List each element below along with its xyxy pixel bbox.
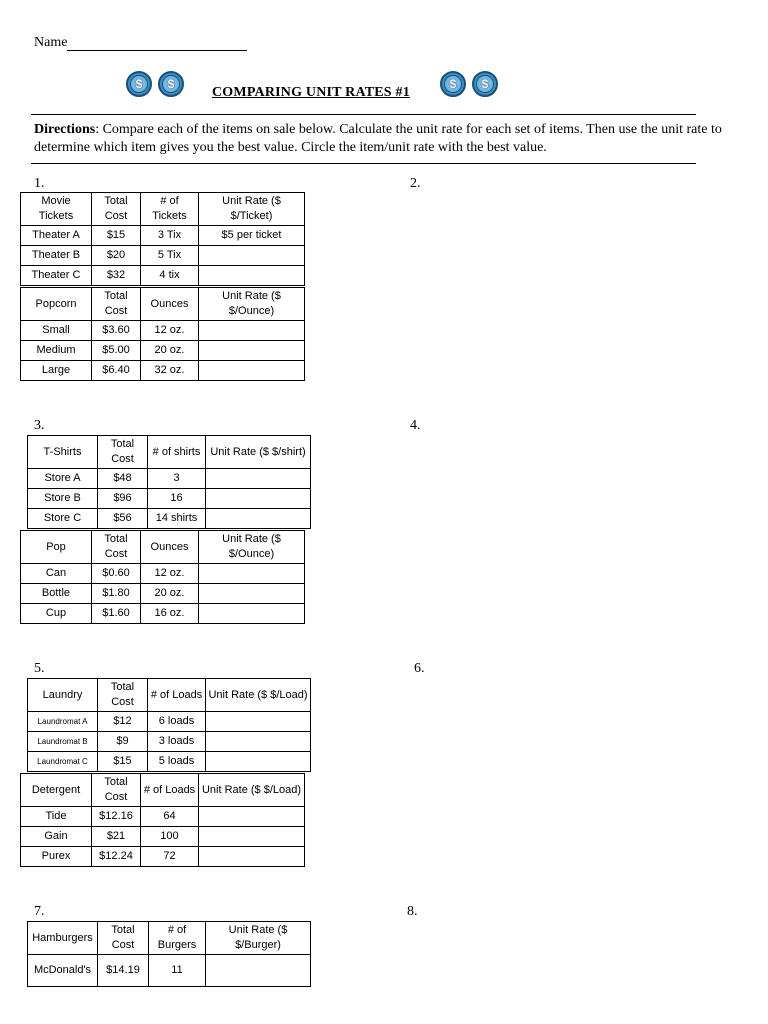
quantity-cell: 3 loads bbox=[148, 732, 206, 752]
dollar-coin-icon: $ bbox=[440, 71, 466, 97]
column-header: Total Cost bbox=[98, 922, 149, 955]
item-cell: Store C bbox=[28, 509, 98, 529]
unit-rate-cell[interactable] bbox=[206, 712, 311, 732]
item-cell: Cup bbox=[21, 604, 92, 624]
problem-number: 1. bbox=[34, 176, 45, 191]
column-header: # of Burgers bbox=[149, 922, 206, 955]
dollar-coin-icon: $ bbox=[472, 71, 498, 97]
column-header: Total Cost bbox=[92, 774, 141, 807]
column-header: Unit Rate ($ $/shirt) bbox=[206, 436, 311, 469]
unit-rate-cell[interactable]: $5 per ticket bbox=[199, 226, 305, 246]
problem-number: 8. bbox=[407, 904, 418, 919]
cost-cell: $5.00 bbox=[92, 341, 141, 361]
quantity-cell: 64 bbox=[141, 807, 199, 827]
cost-cell: $15 bbox=[98, 752, 148, 772]
cost-cell: $6.40 bbox=[92, 361, 141, 381]
dollar-coin-icon: $ bbox=[158, 71, 184, 97]
column-header: Unit Rate ($ $/Burger) bbox=[206, 922, 311, 955]
column-header: Popcorn bbox=[21, 288, 92, 321]
unit-rate-cell[interactable] bbox=[199, 321, 305, 341]
quantity-cell: 100 bbox=[141, 827, 199, 847]
quantity-cell: 3 bbox=[148, 469, 206, 489]
unit-rate-cell[interactable] bbox=[206, 752, 311, 772]
item-cell: Purex bbox=[21, 847, 92, 867]
cost-cell: $12.24 bbox=[92, 847, 141, 867]
directions-label: Directions bbox=[34, 122, 96, 137]
table-row bbox=[21, 807, 305, 827]
unit-rate-cell[interactable] bbox=[199, 341, 305, 361]
item-cell: Laundromat A bbox=[28, 712, 98, 732]
item-cell: Theater A bbox=[21, 226, 92, 246]
column-header: Pop bbox=[21, 531, 92, 564]
table-row bbox=[21, 827, 305, 847]
column-header: Ounces bbox=[141, 531, 199, 564]
column-header: Ounces bbox=[141, 288, 199, 321]
item-cell: Large bbox=[21, 361, 92, 381]
unit-rate-cell[interactable] bbox=[206, 489, 311, 509]
item-cell: Small bbox=[21, 321, 92, 341]
table-row bbox=[21, 604, 305, 624]
directions-text: : Compare each of the items on sale below. Calculate the unit rate for each set of items. Then use the unit rate to determine which item gives you the best value. Circle the item/unit rate with the best value. bbox=[34, 122, 722, 155]
unit-rate-cell[interactable] bbox=[199, 827, 305, 847]
column-header: Unit Rate ($ $/Ounce) bbox=[199, 288, 305, 321]
problem-number: 4. bbox=[410, 418, 421, 433]
quantity-cell: 12 oz. bbox=[141, 564, 199, 584]
laundry-table bbox=[27, 678, 311, 772]
cost-cell: $15 bbox=[92, 226, 141, 246]
table-row bbox=[21, 564, 305, 584]
unit-rate-cell[interactable] bbox=[199, 564, 305, 584]
quantity-cell: 16 oz. bbox=[141, 604, 199, 624]
cost-cell: $3.60 bbox=[92, 321, 141, 341]
unit-rate-cell[interactable] bbox=[199, 807, 305, 827]
table-row bbox=[21, 847, 305, 867]
column-header: Unit Rate ($ $/Ticket) bbox=[199, 193, 305, 226]
unit-rate-cell[interactable] bbox=[199, 604, 305, 624]
table-row bbox=[28, 469, 311, 489]
quantity-cell: 16 bbox=[148, 489, 206, 509]
dollar-coin-icon: $ bbox=[126, 71, 152, 97]
cost-cell: $20 bbox=[92, 246, 141, 266]
item-cell: Theater C bbox=[21, 266, 92, 286]
column-header: # of Loads bbox=[141, 774, 199, 807]
problem-number: 5. bbox=[34, 661, 45, 676]
unit-rate-cell[interactable] bbox=[199, 266, 305, 286]
problem-number: 7. bbox=[34, 904, 45, 919]
hamburgers-table bbox=[27, 921, 311, 987]
bottom-divider bbox=[31, 163, 696, 164]
detergent-table bbox=[20, 773, 305, 867]
name-label: Name bbox=[34, 35, 68, 50]
quantity-cell: 14 shirts bbox=[148, 509, 206, 529]
cost-cell: $96 bbox=[98, 489, 148, 509]
column-header: Unit Rate ($ $/Load) bbox=[199, 774, 305, 807]
cost-cell: $14.19 bbox=[98, 955, 149, 987]
quantity-cell: 32 oz. bbox=[141, 361, 199, 381]
top-divider bbox=[31, 114, 696, 115]
cost-cell: $12.16 bbox=[92, 807, 141, 827]
item-cell: Bottle bbox=[21, 584, 92, 604]
item-cell: Can bbox=[21, 564, 92, 584]
column-header: Total Cost bbox=[92, 288, 141, 321]
quantity-cell: 12 oz. bbox=[141, 321, 199, 341]
column-header: Total Cost bbox=[98, 436, 148, 469]
quantity-cell: 6 loads bbox=[148, 712, 206, 732]
column-header: Unit Rate ($ $/Load) bbox=[206, 679, 311, 712]
table-row bbox=[28, 732, 311, 752]
cost-cell: $12 bbox=[98, 712, 148, 732]
table-row bbox=[21, 341, 305, 361]
column-header: Total Cost bbox=[92, 193, 141, 226]
quantity-cell: 3 Tix bbox=[141, 226, 199, 246]
problem-number: 6. bbox=[414, 661, 425, 676]
item-cell: Gain bbox=[21, 827, 92, 847]
column-header: # of Tickets bbox=[141, 193, 199, 226]
table-row bbox=[21, 584, 305, 604]
quantity-cell: 20 oz. bbox=[141, 341, 199, 361]
t-shirts-table bbox=[27, 435, 311, 529]
column-header: Detergent bbox=[21, 774, 92, 807]
table-row bbox=[21, 246, 305, 266]
column-header: # of shirts bbox=[148, 436, 206, 469]
pop-table bbox=[20, 530, 305, 624]
column-header: Unit Rate ($ $/Ounce) bbox=[199, 531, 305, 564]
column-header: Laundry bbox=[28, 679, 98, 712]
quantity-cell: 5 Tix bbox=[141, 246, 199, 266]
table-row bbox=[21, 321, 305, 341]
popcorn-table bbox=[20, 287, 305, 381]
table-row bbox=[28, 955, 311, 987]
quantity-cell: 4 tix bbox=[141, 266, 199, 286]
quantity-cell: 5 loads bbox=[148, 752, 206, 772]
cost-cell: $56 bbox=[98, 509, 148, 529]
item-cell: Store A bbox=[28, 469, 98, 489]
table-row bbox=[28, 752, 311, 772]
item-cell: McDonald's bbox=[28, 955, 98, 987]
item-cell: Tide bbox=[21, 807, 92, 827]
page-title: COMPARING UNIT RATES #1 bbox=[212, 85, 410, 100]
cost-cell: $0.60 bbox=[92, 564, 141, 584]
problem-number: 2. bbox=[410, 176, 421, 191]
item-cell: Laundromat B bbox=[28, 732, 98, 752]
unit-rate-cell[interactable] bbox=[206, 509, 311, 529]
cost-cell: $48 bbox=[98, 469, 148, 489]
cost-cell: $1.80 bbox=[92, 584, 141, 604]
cost-cell: $21 bbox=[92, 827, 141, 847]
quantity-cell: 72 bbox=[141, 847, 199, 867]
table-row bbox=[28, 712, 311, 732]
item-cell: Medium bbox=[21, 341, 92, 361]
unit-rate-cell[interactable] bbox=[206, 732, 311, 752]
column-header: # of Loads bbox=[148, 679, 206, 712]
cost-cell: $1.60 bbox=[92, 604, 141, 624]
column-header: Movie Tickets bbox=[21, 193, 92, 226]
quantity-cell: 20 oz. bbox=[141, 584, 199, 604]
name-field[interactable] bbox=[34, 35, 247, 51]
unit-rate-cell[interactable] bbox=[199, 361, 305, 381]
movie-tickets-table bbox=[20, 192, 305, 286]
problem-number: 3. bbox=[34, 418, 45, 433]
column-header: Hamburgers bbox=[28, 922, 98, 955]
unit-rate-cell[interactable] bbox=[206, 469, 311, 489]
unit-rate-cell[interactable] bbox=[199, 246, 305, 266]
name-blank-line[interactable] bbox=[67, 36, 247, 51]
unit-rate-cell[interactable] bbox=[206, 955, 311, 987]
unit-rate-cell[interactable] bbox=[199, 584, 305, 604]
item-cell: Theater B bbox=[21, 246, 92, 266]
column-header: Total Cost bbox=[98, 679, 148, 712]
cost-cell: $32 bbox=[92, 266, 141, 286]
table-row bbox=[28, 509, 311, 529]
table-row bbox=[21, 226, 305, 246]
table-row bbox=[21, 361, 305, 381]
table-row bbox=[28, 489, 311, 509]
item-cell: Store B bbox=[28, 489, 98, 509]
unit-rate-cell[interactable] bbox=[199, 847, 305, 867]
item-cell: Laundromat C bbox=[28, 752, 98, 772]
quantity-cell: 11 bbox=[149, 955, 206, 987]
column-header: T-Shirts bbox=[28, 436, 98, 469]
directions bbox=[34, 121, 724, 156]
cost-cell: $9 bbox=[98, 732, 148, 752]
column-header: Total Cost bbox=[92, 531, 141, 564]
table-row bbox=[21, 266, 305, 286]
